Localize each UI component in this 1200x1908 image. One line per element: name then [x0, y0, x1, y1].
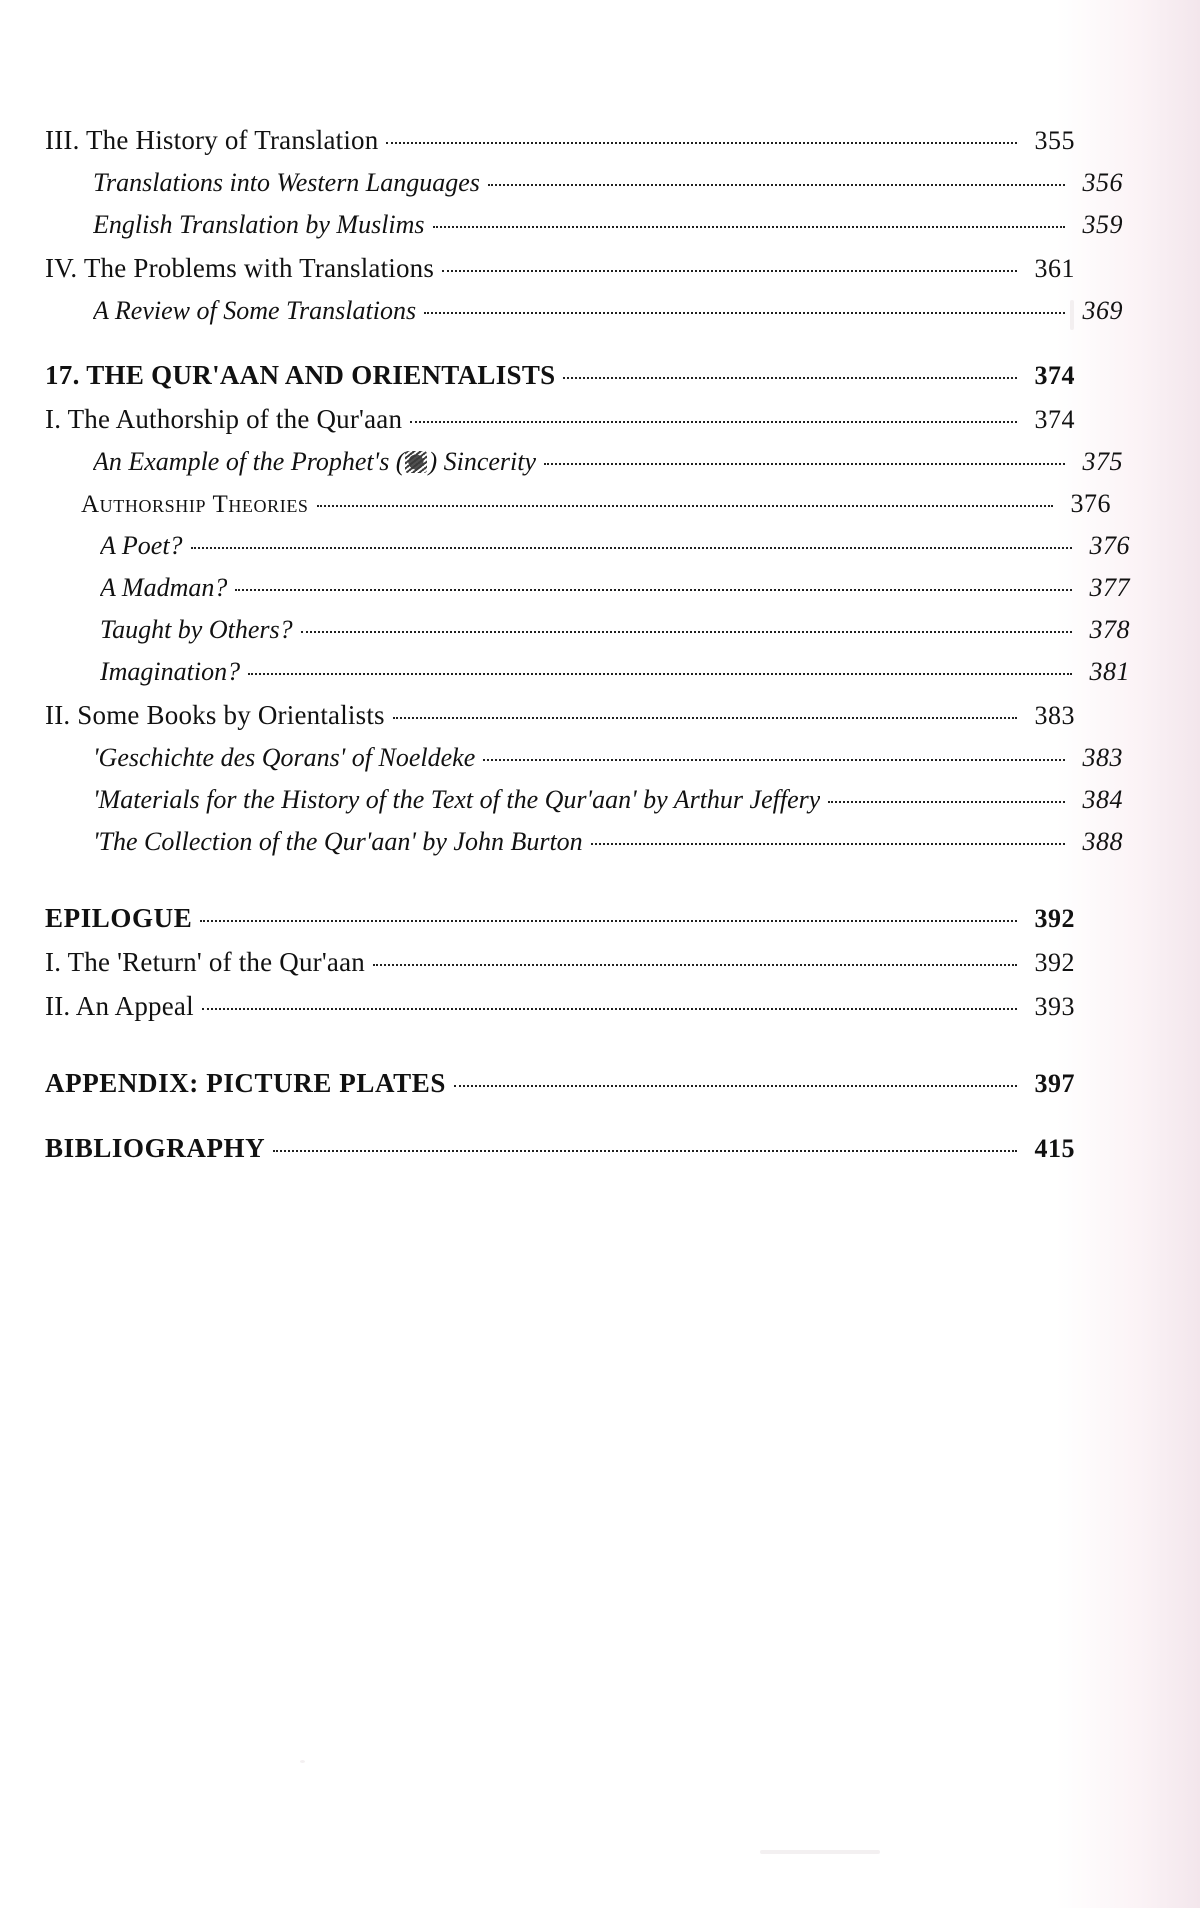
toc-entry-title-text: An Example of the Prophet's (: [93, 447, 405, 476]
toc-leader-dots: [393, 717, 1017, 719]
toc-entry[interactable]: [45, 360, 1075, 391]
toc-entry[interactable]: [45, 447, 1123, 477]
toc-leader-dots: [317, 505, 1053, 507]
toc-page-number: 374: [1034, 405, 1075, 434]
toc-leader-dots: [202, 1008, 1017, 1010]
toc-entry[interactable]: [45, 296, 1123, 326]
toc-page-number: 376: [1089, 531, 1130, 560]
toc-leader-dots: [488, 184, 1065, 186]
toc-entry[interactable]: [45, 168, 1123, 198]
toc-page-number: 369: [1082, 296, 1123, 325]
toc-page-number: 377: [1089, 573, 1130, 602]
toc-page-number: 384: [1082, 785, 1123, 814]
toc-page-number: 392: [1034, 904, 1075, 933]
toc-page-number: 397: [1034, 1069, 1075, 1098]
toc-leader-dots: [483, 759, 1065, 761]
toc-page-number: 359: [1082, 210, 1123, 239]
toc-entry-title: I. The Authorship of the Qur'aan: [45, 404, 403, 434]
toc-entry-title: APPENDIX: PICTURE PLATES: [45, 1068, 446, 1098]
toc-entry[interactable]: [45, 210, 1123, 240]
toc-entry-title: [93, 447, 536, 477]
toc-page-number: 355: [1034, 126, 1075, 155]
toc-entry[interactable]: [45, 947, 1075, 978]
toc-page-number: 356: [1082, 168, 1123, 197]
toc-entry[interactable]: [45, 1068, 1075, 1099]
toc-leader-dots: [544, 463, 1065, 465]
toc-entry[interactable]: [45, 531, 1130, 561]
toc-entry[interactable]: [45, 700, 1075, 731]
toc-entry[interactable]: [45, 125, 1075, 156]
toc-leader-dots: [191, 547, 1072, 549]
toc-entry[interactable]: [45, 785, 1123, 815]
toc-entry[interactable]: [45, 991, 1075, 1022]
scan-speckle: [300, 1760, 305, 1763]
scan-speckle: [760, 1850, 880, 1854]
toc-entry[interactable]: [45, 657, 1130, 687]
toc-leader-dots: [433, 226, 1065, 228]
toc-entry-title: A Poet?: [100, 531, 183, 560]
toc-entry-title: English Translation by Muslims: [93, 210, 425, 239]
toc-entry-title: I. The 'Return' of the Qur'aan: [45, 947, 365, 977]
peace-be-upon-him-icon: [405, 451, 427, 473]
toc-page-number: 393: [1034, 992, 1075, 1021]
toc-entry-title: 'Materials for the History of the Text of the Qur'aan' by Arthur Jeffery: [93, 785, 821, 814]
toc-entry-title: EPILOGUE: [45, 903, 193, 933]
toc-leader-dots: [386, 142, 1017, 144]
toc-entry[interactable]: [45, 404, 1075, 435]
toc-leader-dots: [828, 801, 1065, 803]
toc-entry-title: III. The History of Translation: [45, 125, 379, 155]
toc-page-number: 383: [1034, 701, 1075, 730]
toc-entry-title: Imagination?: [100, 657, 241, 686]
toc-page-number: 375: [1082, 447, 1123, 476]
toc-entry-title: Translations into Western Languages: [93, 168, 480, 197]
toc-entry[interactable]: [45, 903, 1075, 934]
toc-entry-title: IV. The Problems with Translations: [45, 253, 435, 283]
toc-entry-title: II. An Appeal: [45, 991, 194, 1021]
toc-entry-title-text: ) Sincerity: [428, 447, 537, 476]
toc-entry-title: 17. THE QUR'AAN AND ORIENTALISTS: [45, 360, 556, 390]
toc-entry-title: Authorship Theories: [81, 491, 309, 518]
toc-entry-title: 'The Collection of the Qur'aan' by John Burton: [93, 827, 583, 856]
toc-leader-dots: [591, 843, 1065, 845]
toc-leader-dots: [410, 421, 1017, 423]
toc-page-number: 361: [1034, 254, 1075, 283]
toc-entry-title: II. Some Books by Orientalists: [45, 700, 385, 730]
scan-speckle: [1070, 300, 1074, 330]
toc-leader-dots: [563, 377, 1017, 379]
toc-entry-title: BIBLIOGRAPHY: [45, 1133, 266, 1163]
toc-leader-dots: [301, 631, 1072, 633]
toc-entry[interactable]: [45, 489, 1111, 519]
toc-leader-dots: [248, 673, 1072, 675]
toc-entry-title: Taught by Others?: [100, 615, 293, 644]
toc-page-number: 392: [1034, 948, 1075, 977]
toc-leader-dots: [424, 312, 1065, 314]
toc-leader-dots: [273, 1150, 1017, 1152]
toc-entry[interactable]: [45, 743, 1123, 773]
toc-page-number: 374: [1034, 361, 1075, 390]
toc-entry[interactable]: [45, 1133, 1075, 1164]
toc-entry-title: 'Geschichte des Qorans' of Noeldeke: [93, 743, 476, 772]
toc-entry[interactable]: [45, 827, 1123, 857]
toc-entry-title: A Review of Some Translations: [93, 296, 417, 325]
toc-page-number: 376: [1070, 489, 1111, 518]
toc-page-number: 378: [1089, 615, 1130, 644]
toc-page-number: 381: [1089, 657, 1130, 686]
table-of-contents: [45, 112, 1130, 1164]
toc-page-number: 388: [1082, 827, 1123, 856]
toc-leader-dots: [454, 1085, 1017, 1087]
toc-page-number: 415: [1034, 1134, 1075, 1163]
toc-page-number: 383: [1082, 743, 1123, 772]
toc-leader-dots: [200, 920, 1017, 922]
toc-leader-dots: [235, 589, 1072, 591]
toc-entry[interactable]: [45, 253, 1075, 284]
toc-entry[interactable]: [45, 615, 1130, 645]
toc-entry[interactable]: [45, 573, 1130, 603]
toc-leader-dots: [373, 964, 1017, 966]
toc-entry-title: A Madman?: [100, 573, 228, 602]
toc-leader-dots: [442, 270, 1017, 272]
